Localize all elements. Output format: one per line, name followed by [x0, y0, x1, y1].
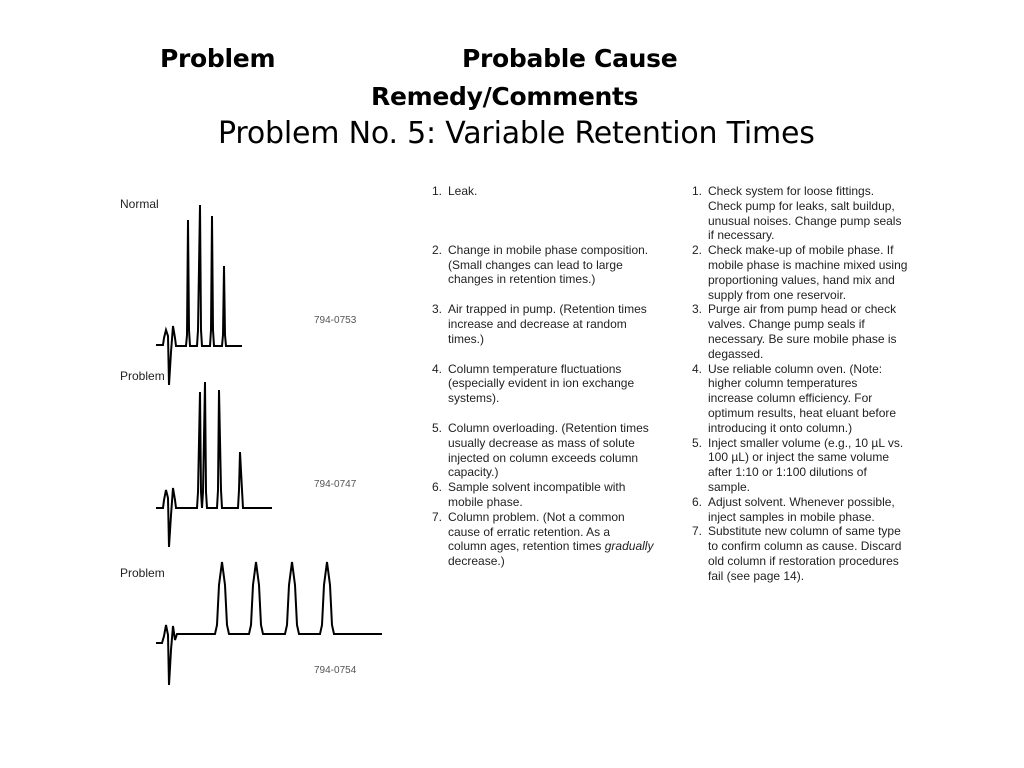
remedy-item [692, 524, 907, 583]
item-number: 6. [692, 494, 703, 509]
item-number: 5. [432, 420, 443, 435]
cause-item [432, 243, 653, 287]
item-text: Leak. [448, 184, 478, 198]
header-probable-cause: Probable Cause [462, 44, 678, 73]
item-text: Purge air from pump head or check valves. Change pump seals if necessary. Be sure mobile phase is degassed. [708, 302, 897, 361]
item-number: 6. [432, 480, 443, 495]
item-text: Substitute new column of same type to confirm column as cause. Discard old column if restoration procedures fail (see page 14). [708, 524, 902, 583]
emphasis-text: gradually [604, 539, 654, 554]
item-text: Check make-up of mobile phase. If mobile phase is machine mixed using proportioning values, hand mix and supply from one reservoir. [708, 243, 908, 302]
item-number: 2. [692, 243, 703, 258]
cause-item [432, 362, 653, 406]
item-text: Adjust solvent. Whenever possible, inject samples in mobile phase. [708, 494, 895, 524]
chromatogram-code: 794-0747 [314, 479, 357, 490]
remedy-item [692, 362, 907, 436]
chromatogram-label: Normal [120, 197, 159, 211]
item-text: Column problem. (Not a common cause of erratic retention. As a column ages, retention times gradually decrease.) [448, 509, 654, 569]
item-number: 5. [692, 435, 703, 450]
remedy-item [692, 302, 907, 361]
header-problem: Problem [160, 44, 276, 73]
item-text: Column temperature fluctuations (especially evident in ion exchange systems). [448, 361, 635, 406]
item-number: 3. [692, 302, 703, 317]
item-text: Change in mobile phase composition. (Small changes can lead to large changes in retention times.) [448, 242, 649, 287]
chromatogram-label: Problem [120, 566, 165, 580]
item-text: Inject smaller volume (e.g., 10 µL vs. 100 µL) or inject the same volume after 1:10 or 1:100 dilutions of sample. [708, 435, 904, 494]
remedies-list [692, 184, 907, 584]
item-number: 2. [432, 242, 443, 257]
causes-list [432, 184, 653, 569]
item-number: 1. [432, 184, 443, 198]
slide-title: Problem No. 5: Variable Retention Times [218, 116, 815, 151]
chromatogram-code: 794-0753 [314, 315, 357, 326]
item-text: Air trapped in pump. (Retention times increase and decrease at random times.) [448, 302, 647, 346]
cause-item [432, 480, 653, 510]
item-text: Column overloading. (Retention times usually decrease as mass of solute injected on column exceeds column capacity.) [448, 420, 649, 480]
cause-item [432, 421, 653, 480]
remedy-item [692, 243, 907, 302]
item-number: 1. [692, 184, 703, 198]
cause-item [432, 510, 653, 569]
remedy-item [692, 495, 907, 525]
chromatogram-label: Problem [120, 369, 165, 383]
item-number: 4. [692, 361, 703, 376]
item-number: 3. [432, 302, 443, 317]
item-text: Use reliable column oven. (Note: higher column temperatures increase column efficiency. For optimum results, heat eluant before introducing it onto column.) [708, 361, 897, 435]
item-number: 4. [432, 361, 443, 376]
cause-item [432, 184, 653, 199]
header-remedy: Remedy/Comments [371, 82, 639, 111]
item-text: Check system for loose fittings. Check pump for leaks, salt buildup, unusual noises. Change pump seals if necessary. [708, 184, 902, 243]
item-number: 7. [692, 524, 703, 539]
cause-item [432, 302, 653, 346]
item-text: Sample solvent incompatible with mobile phase. [448, 480, 626, 509]
chromatogram-code: 794-0754 [314, 665, 357, 676]
remedy-item [692, 436, 907, 495]
item-number: 7. [432, 509, 443, 524]
remedy-item [692, 184, 907, 243]
